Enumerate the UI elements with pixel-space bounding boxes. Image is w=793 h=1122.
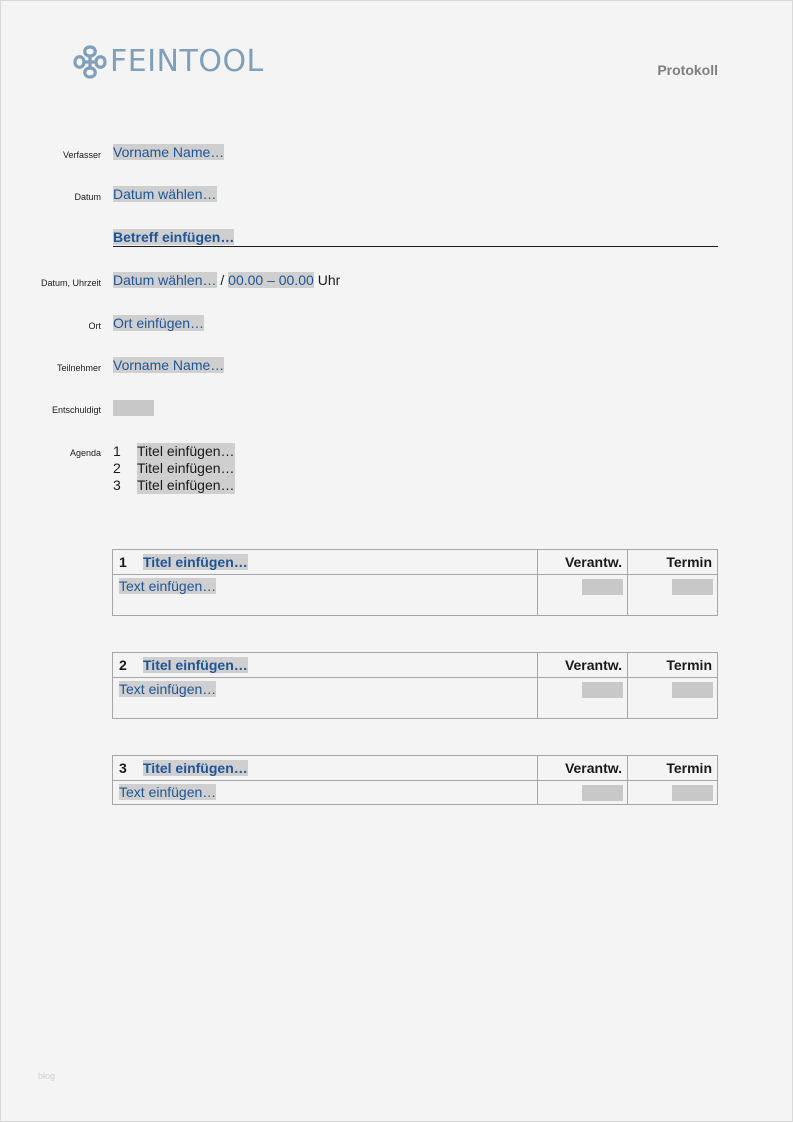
datetime-label: Datum, Uhrzeit (40, 278, 101, 288)
agenda-number: 1 (113, 443, 121, 459)
participants-field[interactable] (113, 357, 224, 373)
agenda-item[interactable] (113, 443, 235, 460)
location-label: Ort (88, 321, 101, 331)
deadline-header: Termin (628, 550, 718, 575)
item-table-1 (112, 549, 718, 616)
item-text-placeholder[interactable]: Text einfügen… (119, 681, 217, 697)
item-body-row (113, 678, 718, 719)
deadline-placeholder[interactable] (672, 785, 713, 801)
participants-placeholder[interactable]: Vorname Name… (113, 357, 225, 373)
datetime-field[interactable] (113, 272, 340, 288)
feintool-logo-icon (72, 44, 108, 80)
responsible-placeholder[interactable] (582, 682, 623, 698)
item-text-placeholder[interactable]: Text einfügen… (119, 784, 217, 800)
responsible-cell[interactable] (538, 678, 628, 719)
responsible-cell[interactable] (538, 781, 628, 805)
subject-placeholder[interactable]: Betreff einfügen… (113, 229, 235, 245)
agenda-title-placeholder[interactable]: Titel einfügen… (137, 477, 235, 493)
item-header-row (113, 653, 718, 678)
item-title-placeholder[interactable]: Titel einfügen… (143, 657, 248, 673)
item-number: 2 (119, 657, 127, 673)
item-text-cell[interactable] (113, 781, 538, 805)
datetime-separator: / (216, 272, 229, 288)
item-text-cell[interactable] (113, 575, 538, 616)
item-header-row (113, 550, 718, 575)
item-table-3 (112, 755, 718, 805)
responsible-placeholder[interactable] (582, 785, 623, 801)
deadline-cell[interactable] (628, 678, 718, 719)
date-picker-placeholder[interactable]: Datum wählen… (113, 186, 217, 202)
deadline-cell[interactable] (628, 575, 718, 616)
date-field[interactable] (113, 186, 217, 202)
author-label: Verfasser (62, 150, 101, 160)
responsible-header: Verantw. (538, 550, 628, 575)
meeting-time-placeholder[interactable]: 00.00 – 00.00 (228, 272, 314, 288)
date-label: Datum (74, 192, 101, 202)
author-placeholder[interactable]: Vorname Name… (113, 144, 225, 160)
watermark: blog (38, 1071, 56, 1081)
author-field[interactable] (113, 144, 224, 160)
item-title-placeholder[interactable]: Titel einfügen… (143, 760, 248, 776)
excused-field[interactable] (113, 399, 154, 416)
participants-label: Teilnehmer (56, 363, 101, 373)
item-text-cell[interactable] (113, 678, 538, 719)
item-title-placeholder[interactable]: Titel einfügen… (143, 554, 248, 570)
item-number: 1 (119, 554, 127, 570)
agenda-list (113, 443, 235, 494)
agenda-number: 2 (113, 460, 121, 476)
responsible-cell[interactable] (538, 575, 628, 616)
feintool-logo (72, 44, 264, 80)
agenda-title-placeholder[interactable]: Titel einfügen… (137, 443, 235, 459)
agenda-label: Agenda (69, 448, 101, 458)
item-number: 3 (119, 760, 127, 776)
item-text-placeholder[interactable]: Text einfügen… (119, 578, 217, 594)
excused-placeholder[interactable] (113, 400, 154, 416)
responsible-header: Verantw. (538, 653, 628, 678)
meeting-date-placeholder[interactable]: Datum wählen… (113, 272, 217, 288)
agenda-number: 3 (113, 477, 121, 493)
agenda-item[interactable] (113, 460, 235, 477)
agenda-item[interactable] (113, 477, 235, 494)
deadline-placeholder[interactable] (672, 579, 713, 595)
deadline-header: Termin (628, 756, 718, 781)
item-title-cell[interactable] (113, 653, 538, 678)
deadline-header: Termin (628, 653, 718, 678)
responsible-placeholder[interactable] (582, 579, 623, 595)
document-type-title: Protokoll (657, 62, 718, 78)
item-body-row (113, 575, 718, 616)
subject-field[interactable] (113, 229, 718, 247)
responsible-header: Verantw. (538, 756, 628, 781)
location-placeholder[interactable]: Ort einfügen… (113, 315, 205, 331)
agenda-title-placeholder[interactable]: Titel einfügen… (137, 460, 235, 476)
item-body-row (113, 781, 718, 805)
location-field[interactable] (113, 315, 204, 331)
item-title-cell[interactable] (113, 550, 538, 575)
logo-wordmark: FEINTOOL (110, 44, 264, 79)
time-unit: Uhr (313, 272, 341, 288)
deadline-placeholder[interactable] (672, 682, 713, 698)
item-table-2 (112, 652, 718, 719)
item-title-cell[interactable] (113, 756, 538, 781)
deadline-cell[interactable] (628, 781, 718, 805)
excused-label: Entschuldigt (51, 405, 101, 415)
item-header-row (113, 756, 718, 781)
